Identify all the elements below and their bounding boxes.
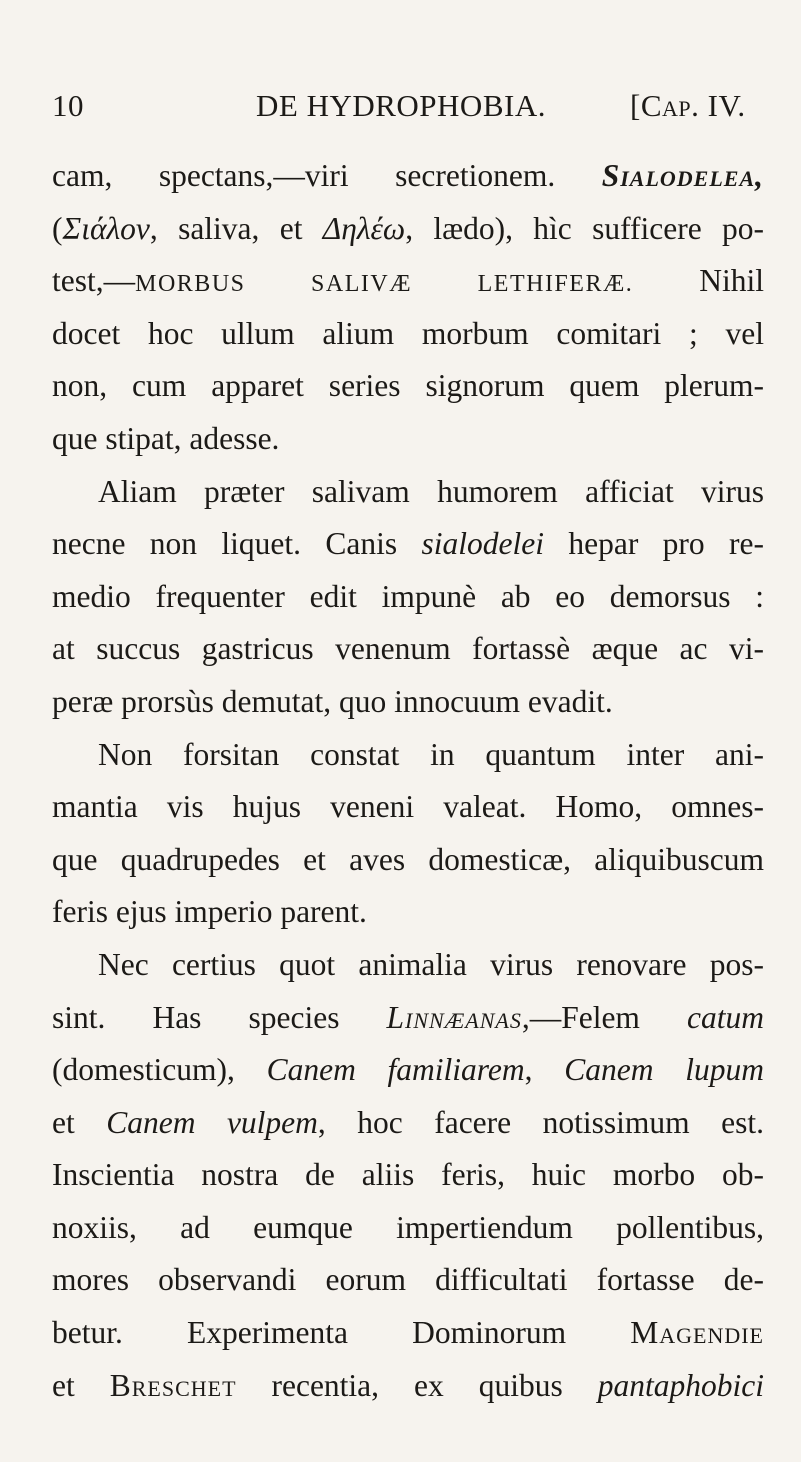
text-line: necne non liquet. Canis sialodelei hepar pro re- [52,526,764,562]
running-title: DE HYDROPHOBIA. [256,88,546,123]
text-line: test,—MORBUS SALIVÆ LETHIFERÆ. Nihil [52,263,764,299]
text-line: sint. Has species Linnæanas,—Felem catum [52,999,764,1035]
term-canem-familiarem: Canem familiarem [266,1052,525,1088]
term-sialodelea: Sialodelea, [601,158,764,193]
text-line: feris ejus imperio parent. [52,894,367,930]
greek-word-deleo: Δηλέω [322,210,406,246]
text-line: et Canem vulpem, hoc facere notissimum est. [52,1104,764,1140]
text-line: mantia vis hujus veneni valeat. Homo, omnes- [52,789,764,825]
text-line: noxiis, ad eumque impertiendum pollentibus, [52,1209,764,1245]
text-line: que stipat, adesse. [52,420,280,456]
text-line: (Σιάλον, saliva, et Δηλέω, lædo), hìc sufficere po- [52,210,764,246]
body-text [52,150,764,1412]
text-line: cam, spectans,—viri secretionem. Sialodelea, [52,158,764,193]
term-canem-lupum: Canem lupum [564,1052,764,1088]
text-line: et Breschet recentia, ex quibus pantaphobici [52,1367,764,1403]
name-magendie: Magendie [630,1315,764,1351]
text-line: mores observandi eorum difficultati fortasse de- [52,1262,764,1298]
text-line: que quadrupedes et aves domesticæ, aliquibuscum [52,841,764,877]
term-canem-vulpem: Canem vulpem [106,1104,318,1140]
term-catum: catum [687,999,764,1035]
text-line: Aliam præter salivam humorem afficiat virus [98,473,764,509]
page-number: 10 [52,88,84,123]
term-pantaphobici: pantaphobici [597,1367,764,1403]
text-line: betur. Experimenta Dominorum Magendie [52,1315,764,1351]
text-line: non, cum apparet series signorum quem plerum- [52,368,764,404]
text-line: Inscientia nostra de aliis feris, huic morbo ob- [52,1157,764,1193]
text-line: docet hoc ullum alium morbum comitari ; vel [52,315,764,351]
name-breschet: Breschet [109,1367,237,1403]
greek-word-sialon: Σιάλον [62,210,150,246]
text-line: Nec certius quot animalia virus renovare pos- [98,946,764,982]
term-sialodelei: sialodelei [421,526,544,562]
term-linnaeanas: Linnæanas [386,999,522,1035]
running-head [52,88,764,134]
text-line: Non forsitan constat in quantum inter ani- [98,736,764,772]
text-line: (domesticum), Canem familiarem, Canem lupum [52,1052,764,1088]
disease-name: MORBUS SALIVÆ LETHIFERÆ. [135,271,634,298]
text-line: medio frequenter edit impunè ab eo demorsus : [52,578,764,614]
text-line: at succus gastricus venenum fortassè æque ac vi- [52,631,764,667]
chapter-reference: [Cap. IV. [630,88,746,123]
text-line: peræ prorsùs demutat, quo innocuum evadit. [52,683,613,719]
